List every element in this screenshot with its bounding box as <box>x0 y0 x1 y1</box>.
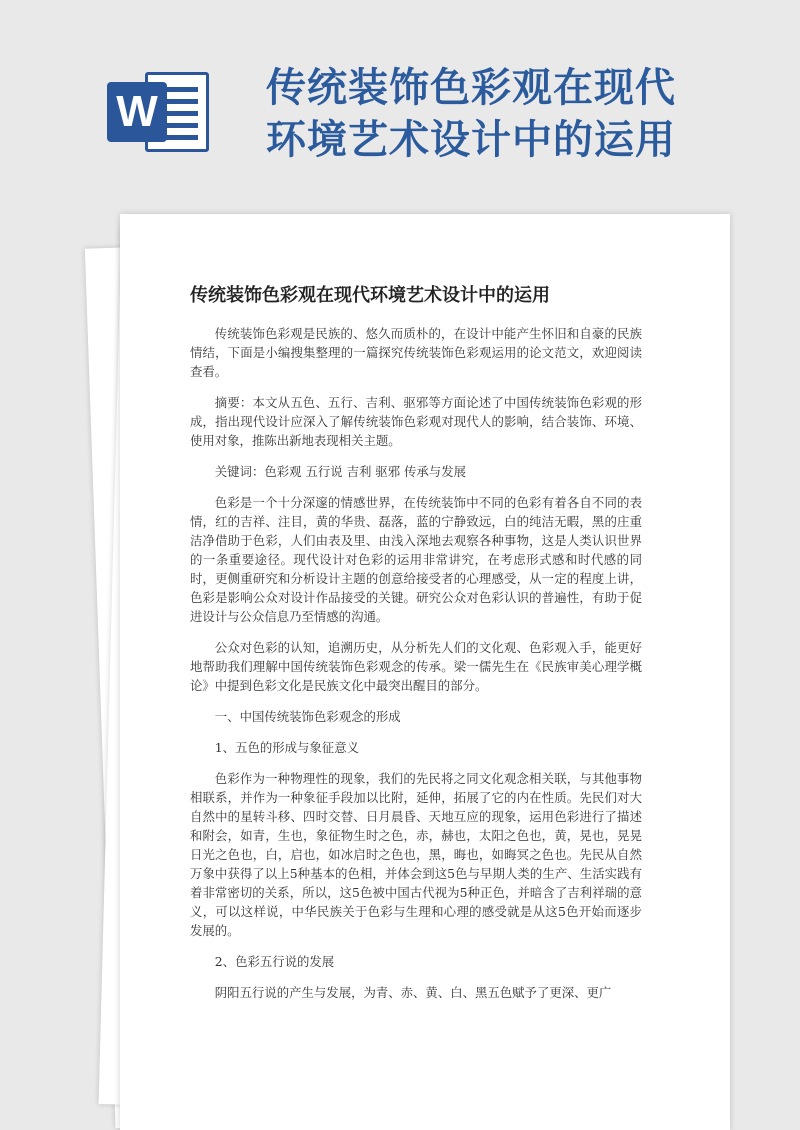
paragraph-body: 公众对色彩的认知，追溯历史，从分析先人们的文化观、色彩观入手，能更好地帮助我们理解中国传统装饰色彩观念的传承。梁一儒先生在《民族审美心理学概论》中提到色彩文化是民族文化中最突出醒目的部分。 <box>190 640 642 693</box>
subsection-heading: 2、色彩五行说的发展 <box>214 954 335 969</box>
document-title: 传统装饰色彩观在现代环境艺术设计中的运用 <box>190 285 550 306</box>
paragraph-body: 色彩作为一种物理性的现象，我们的先民将之同文化观念相关联，与其他事物相联系，并作为一种象征手段加以比附，延伸，拓展了它的内在性质。先民们对大自然中的星转斗移、四时交替、日月晨昏、天地互应的现象，运用色彩进行了描述和附会，如青，生也，象征物生时之色，赤，赫也，太阳之色也，黄，晃也，晃晃日光之色也，白，启也，如冰启时之色也，黑，晦也，如晦冥之色也。先民从自然万象中获得了以上5种基本的色相，并体会到这5色与早期人类的生产、生活实践有着非常密切的关系，所以，这5色被中国古代视为5种正色，并暗含了吉利祥瑞的意义，可以这样说，中华民族关于色彩与生理和心理的感受就是从这5色开始而逐步发展的。 <box>190 771 642 938</box>
paragraph-abstract: 摘要：本文从五色、五行、吉利、驱邪等方面论述了中国传统装饰色彩观的形成，指出现代设计应深入了解传统装饰色彩观对现代人的影响，结合装饰、环境、使用对象，推陈出新地表现相关主题。 <box>190 395 642 448</box>
banner-title-line1: 传统装饰色彩观在现代 <box>266 64 676 111</box>
document-body <box>190 324 642 1014</box>
paragraph-intro: 传统装饰色彩观是民族的、悠久而质朴的，在设计中能产生怀旧和自豪的民族情结，下面是小编搜集整理的一篇探究传统装饰色彩观运用的论文范文，欢迎阅读查看。 <box>190 326 642 379</box>
subsection-heading: 1、五色的形成与象征意义 <box>214 740 359 755</box>
paragraph-body: 阴阳五行说的产生与发展，为青、赤、黄、白、黑五色赋予了更深、更广 <box>214 985 612 1000</box>
banner-title <box>266 62 736 166</box>
word-letter-badge: W <box>107 82 167 142</box>
word-icon <box>107 68 213 156</box>
section-heading: 一、中国传统装饰色彩观念的形成 <box>214 709 401 724</box>
paragraph-keywords: 关键词：色彩观 五行说 吉利 驱邪 传承与发展 <box>214 464 466 479</box>
banner-title-line2: 环境艺术设计中的运用 <box>266 116 676 163</box>
paragraph-body: 色彩是一个十分深邃的情感世界，在传统装饰中不同的色彩有着各自不同的表情，红的吉祥、注目，黄的华贵、磊落，蓝的宁静致远，白的纯洁无暇，黑的庄重洁净借助于色彩，人们由表及里、由浅入深地去观察各种事物，这是人类认识世界的一条重要途径。现代设计对色彩的运用非常讲究，在考虑形式感和时代感的同时，更侧重研究和分析设计主题的创意给接受者的心理感受，从一定的程度上讲，色彩是影响公众对设计作品接受的关键。研究公众对色彩认识的普遍性，有助于促进设计与公众信息乃至情感的沟通。 <box>190 495 642 624</box>
